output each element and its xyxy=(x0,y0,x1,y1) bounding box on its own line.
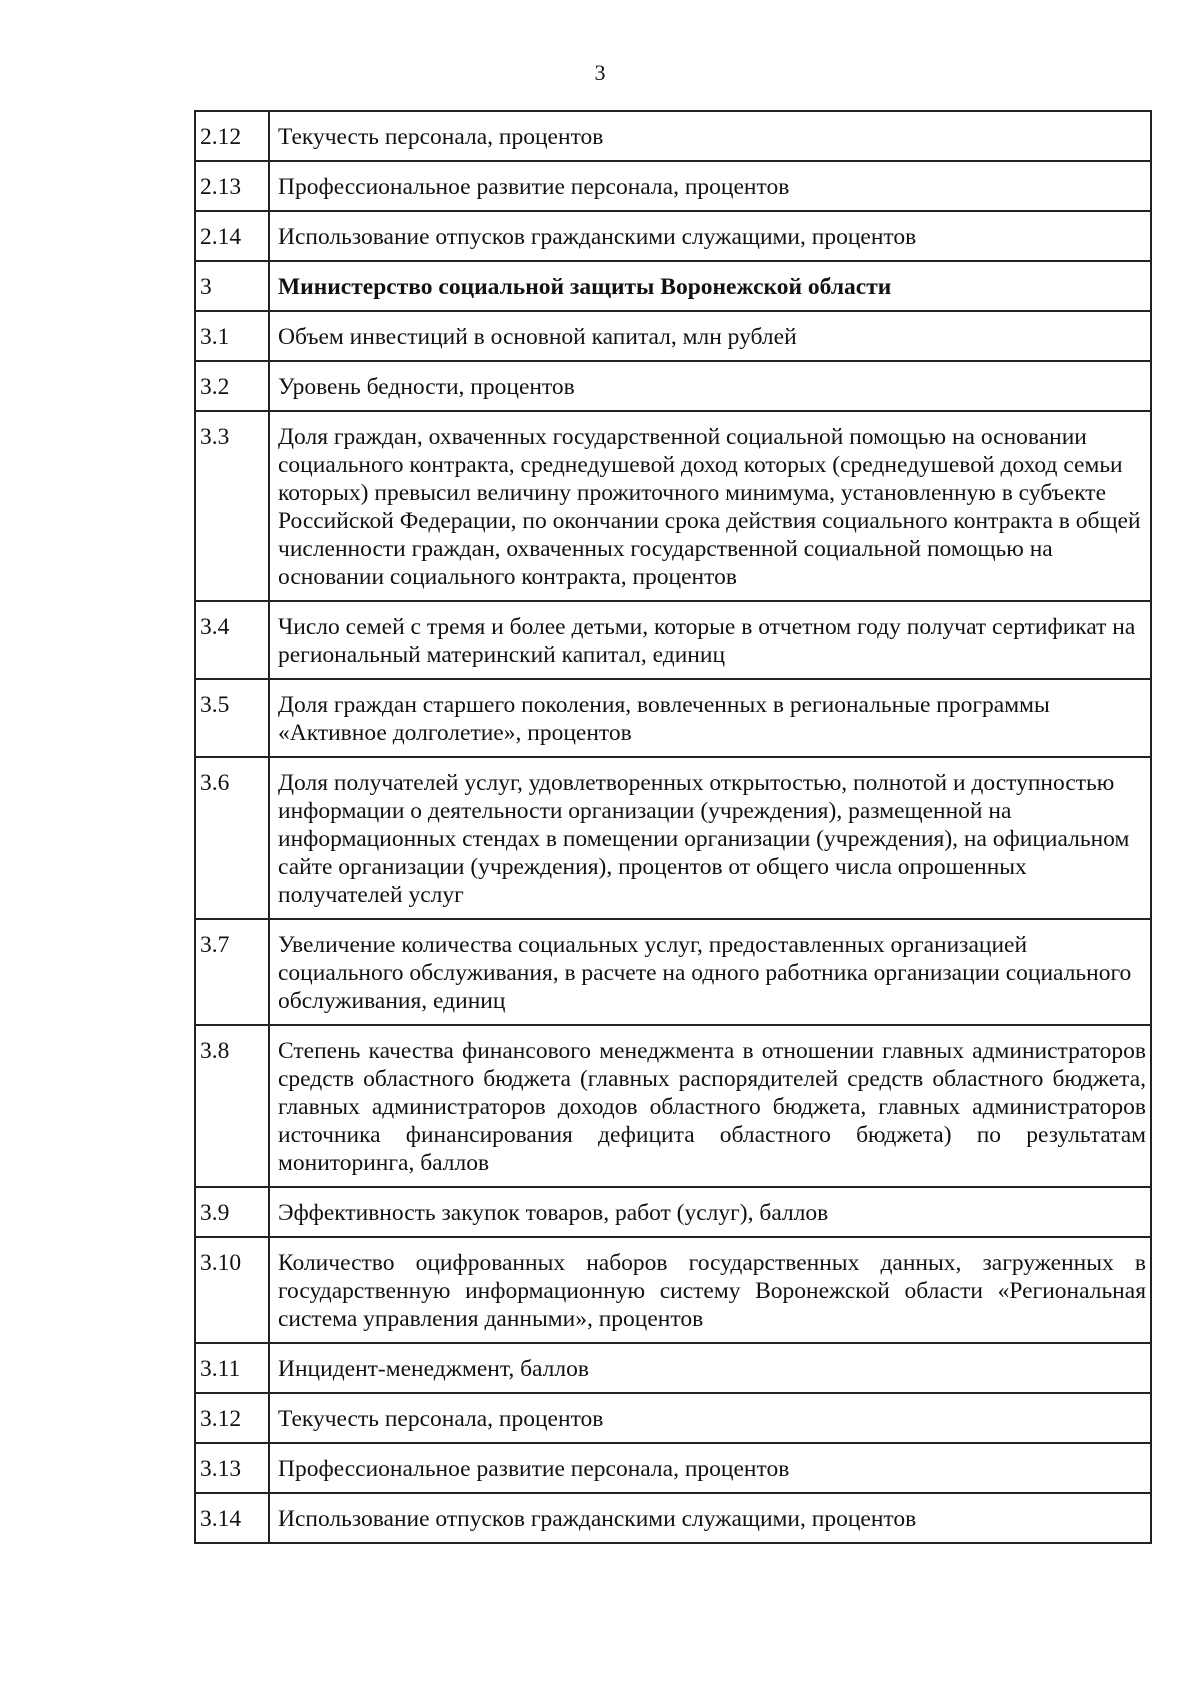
row-text: Текучесть персонала, процентов xyxy=(269,111,1151,161)
table-row xyxy=(195,757,1151,919)
row-number: 3.8 xyxy=(195,1025,269,1187)
row-number: 3.10 xyxy=(195,1237,269,1343)
row-text: Число семей с тремя и более детьми, которые в отчетном году получат сертификат на региональный материнский капитал, единиц xyxy=(269,601,1151,679)
table-row xyxy=(195,919,1151,1025)
section-header-row xyxy=(195,261,1151,311)
row-number: 2.14 xyxy=(195,211,269,261)
table-row xyxy=(195,1187,1151,1237)
row-number: 2.13 xyxy=(195,161,269,211)
section-title: Министерство социальной защиты Воронежской области xyxy=(269,261,1151,311)
table-row xyxy=(195,1393,1151,1443)
row-text: Уровень бедности, процентов xyxy=(269,361,1151,411)
indicators-table xyxy=(194,110,1152,1544)
row-text: Доля граждан, охваченных государственной социальной помощью на основании социального контракта, среднедушевой доход которых (среднедушевой доход семьи которых) превысил величину прожиточного минимума, установленную в субъекте Российской Федерации, по окончании срока действия социального контракта в общей численности граждан, охваченных государственной социальной помощью на основании социального контракта, процентов xyxy=(269,411,1151,601)
row-number: 3 xyxy=(195,261,269,311)
row-text: Эффективность закупок товаров, работ (услуг), баллов xyxy=(269,1187,1151,1237)
table-row xyxy=(195,1237,1151,1343)
table-row xyxy=(195,161,1151,211)
table-row xyxy=(195,679,1151,757)
row-text: Доля граждан старшего поколения, вовлеченных в региональные программы «Активное долголетие», процентов xyxy=(269,679,1151,757)
row-number: 3.14 xyxy=(195,1493,269,1543)
row-number: 3.2 xyxy=(195,361,269,411)
table-row xyxy=(195,1025,1151,1187)
row-text: Увеличение количества социальных услуг, предоставленных организацией социального обслуживания, в расчете на одного работника организации социального обслуживания, единиц xyxy=(269,919,1151,1025)
table-row xyxy=(195,411,1151,601)
table-row xyxy=(195,311,1151,361)
row-number: 2.12 xyxy=(195,111,269,161)
row-number: 3.5 xyxy=(195,679,269,757)
row-text: Текучесть персонала, процентов xyxy=(269,1393,1151,1443)
table-row xyxy=(195,361,1151,411)
row-number: 3.4 xyxy=(195,601,269,679)
table-row xyxy=(195,111,1151,161)
row-text: Использование отпусков гражданскими служащими, процентов xyxy=(269,1493,1151,1543)
row-number: 3.6 xyxy=(195,757,269,919)
row-number: 3.7 xyxy=(195,919,269,1025)
row-number: 3.9 xyxy=(195,1187,269,1237)
row-text: Степень качества финансового менеджмента в отношении главных администраторов средств областного бюджета (главных распорядителей средств областного бюджета, главных администраторов доходов областного бюджета, главных администраторов источника финансирования дефицита областного бюджета) по результатам мониторинга, баллов xyxy=(269,1025,1151,1187)
row-number: 3.3 xyxy=(195,411,269,601)
row-text: Профессиональное развитие персонала, процентов xyxy=(269,1443,1151,1493)
row-number: 3.1 xyxy=(195,311,269,361)
table-row xyxy=(195,601,1151,679)
row-text: Доля получателей услуг, удовлетворенных открытостью, полнотой и доступностью информации о деятельности организации (учреждения), размещенной на информационных стендах в помещении организации (учреждения), на официальном сайте организации (учреждения), процентов от общего числа опрошенных получателей услуг xyxy=(269,757,1151,919)
row-number: 3.13 xyxy=(195,1443,269,1493)
row-text: Объем инвестиций в основной капитал, млн рублей xyxy=(269,311,1151,361)
table-row xyxy=(195,1443,1151,1493)
row-text: Использование отпусков гражданскими служащими, процентов xyxy=(269,211,1151,261)
row-number: 3.11 xyxy=(195,1343,269,1393)
page-number: 3 xyxy=(594,60,606,85)
table-row xyxy=(195,1493,1151,1543)
row-number: 3.12 xyxy=(195,1393,269,1443)
row-text: Инцидент-менеджмент, баллов xyxy=(269,1343,1151,1393)
table-row xyxy=(195,1343,1151,1393)
row-text: Количество оцифрованных наборов государственных данных, загруженных в государственную информационную систему Воронежской области «Региональная система управления данными», процентов xyxy=(269,1237,1151,1343)
table-row xyxy=(195,211,1151,261)
row-text: Профессиональное развитие персонала, процентов xyxy=(269,161,1151,211)
